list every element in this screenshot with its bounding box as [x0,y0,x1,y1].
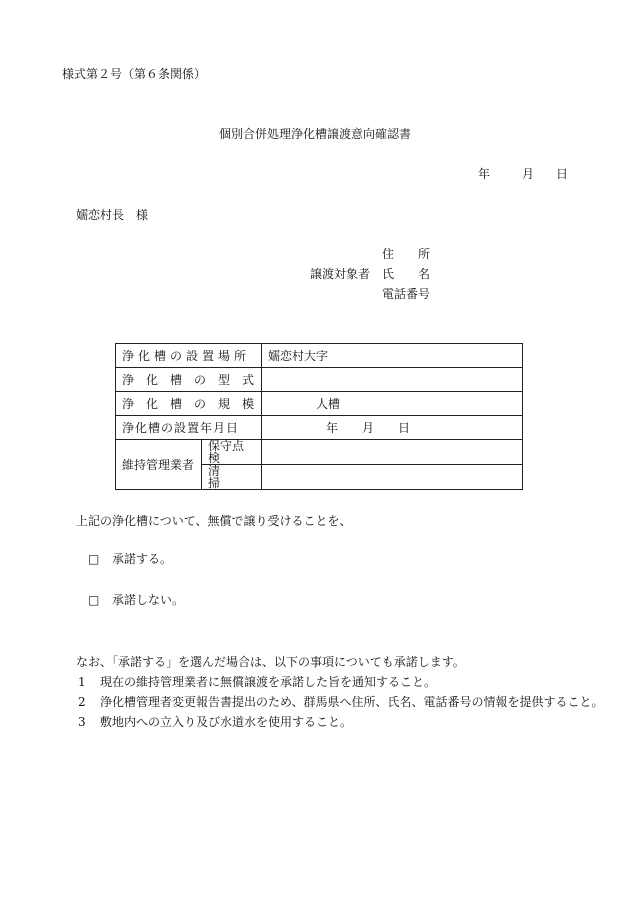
option-accept-label: 承諾する。 [112,552,173,566]
location-value: 嬬恋村大字 [262,344,523,368]
condition-item [78,676,436,688]
document-title: 個別合併処理浄化槽譲渡意向確認書 [218,127,411,141]
scale-label: 浄 化 槽 の 規 模 [116,392,262,416]
table-row [116,392,523,416]
condition-item [78,696,604,708]
note: なお、「承諾する」を選んだ場合は、以下の事項についても承諾します。 [76,655,465,669]
table-row [116,344,523,368]
inspection-label: 保守点検 [202,440,262,465]
checkbox-accept[interactable]: □ [88,552,100,566]
condition-text: 浄化槽管理者変更報告書提出のため、群馬県へ住所、氏名、電話番号の情報を提供すること。 [100,695,604,709]
condition-number: 1 [78,675,86,689]
septic-tank-info-table [115,343,523,490]
applicant-address-label: 住 所 [381,247,430,261]
maintenance-label: 維持管理業者 [116,440,202,490]
option-accept[interactable] [88,553,172,565]
table-row [116,416,523,440]
option-decline-label: 承諾しない。 [112,593,185,607]
option-decline[interactable] [88,594,184,606]
location-label: 浄化槽の設置場所 [116,344,262,368]
install-date-label: 浄化槽の設置年月日 [116,416,262,440]
cleaning-value [262,465,523,490]
inspection-value [262,440,523,465]
addressee: 嬬恋村長 様 [76,208,149,222]
condition-number: 3 [78,715,86,729]
install-date-value: 年 月 日 [262,416,523,440]
date-year-label: 年 [478,167,491,181]
applicant-phone-label: 電話番号 [381,287,430,301]
scale-value: 人槽 [262,392,523,416]
applicant-caption: 譲渡対象者 [310,267,371,281]
condition-text: 現在の維持管理業者に無償譲渡を承諾した旨を通知すること。 [100,675,437,689]
condition-item [78,716,352,728]
date-day-label: 日 [556,167,569,181]
form-number: 様式第２号（第６条関係） [62,67,207,81]
model-value [262,368,523,392]
checkbox-decline[interactable]: □ [88,593,100,607]
table-row [116,368,523,392]
cleaning-label: 清 掃 [202,465,262,490]
statement: 上記の浄化槽について、無償で譲り受けることを、 [76,514,352,528]
date-month-label: 月 [522,167,535,181]
applicant-block [310,248,430,308]
model-label: 浄 化 槽 の 型 式 [116,368,262,392]
date-line [478,168,568,180]
applicant-name-label: 氏 名 [381,267,430,281]
table-row [116,440,523,465]
condition-number: 2 [78,695,86,709]
condition-text: 敷地内への立入り及び水道水を使用すること。 [100,715,353,729]
